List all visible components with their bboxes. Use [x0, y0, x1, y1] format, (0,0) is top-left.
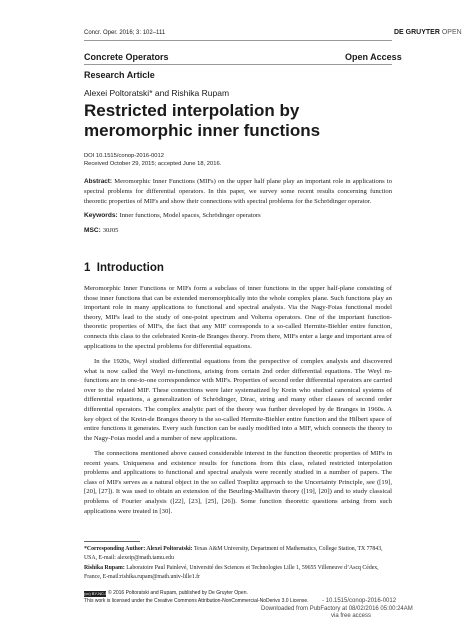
keywords-label: Keywords: — [84, 212, 118, 219]
msc-text: 30J05 — [102, 227, 119, 234]
footnote-1-text: Texas A&M University, Department of Mathematics, College Station, TX 77843, USA, E-mail: alexeip@math.tamu.edu — [84, 546, 383, 561]
footnote-1-label: *Corresponding Author: Alexei Poltoratski: — [84, 546, 193, 552]
footnote-rule — [84, 541, 140, 542]
paragraph-2: In the 1920s, Weyl studied differential equations from the perspective of complex analysis and discovered what is now called the Weyl m-functions, arising from certain 2nd order differential equations. The Weyl m-functions are in one-to-one correspondence with MIFs. Properties of second order differential operators are carried over to the related MIF. These connections were later systematized by Krein who studied canonical systems of differential equations, a generalization of Schrödinger, Dirac, string and many other classes of second order differential operators. The complex analytic part of the theory was further developed by de Branges in 1960s. A key object of the Krein-de Branges theory is the so-called Hermite-Biehler entire function and the Hilbert space of entire functions it generates. Every such function can be easily modified into a MIF, which connects the theory to the Nagy-Foias model and a number of new applications. — [84, 358, 392, 442]
doi: DOI 10.1515/conop-2016-0012 — [84, 153, 164, 159]
paragraph-3: The connections mentioned above caused considerable interest in the function theoretic properties of MIFs in recent years. Uniqueness and existence results for functions from this class, related restricted interpolation problems and applications to functional and spectral analysis were recently studied in a number of papers. The class of MIFs serves as a natural object in the so called Toeplitz approach to the Uncertainty Principle, see ([19], [20], [27]). It was used to obtain an extension of the Beurling-Malliavin theory ([19], [20]) and to study classical problems of Fourier analysis ([22], [23], [25], [26]). Some function theoretic questions arising from such applications were treated in [30]. — [84, 450, 392, 515]
open-access-label: Open Access — [345, 52, 402, 62]
license-text: This work is licensed under the Creative Commons Attribution-NonCommercial-NoDerivs 3.0 License. — [84, 598, 309, 604]
section-heading — [84, 262, 164, 274]
abstract-text: Meromorphic Inner Functions (MIFs) on the upper half plane play an important role in applications to spectral problems for differential operators. In this paper, we survey some recent results concerning function theoretic properties of MIFs and show their connections with spectral problems for the Schrödinger operator. — [84, 178, 392, 205]
footnote-corresponding-author — [84, 545, 392, 562]
section-title: Introduction — [96, 262, 164, 274]
journal-rule — [84, 64, 392, 65]
keywords — [84, 212, 261, 219]
cc-license-badge: (cc) BY-NC-ND — [84, 591, 111, 596]
publisher-logo — [394, 29, 462, 36]
paper-title: Restricted interpolation by meromorphic inner functions — [84, 101, 321, 140]
section-number: 1 — [84, 262, 91, 274]
footnote-2-label: Rishika Rupam: — [84, 565, 125, 571]
download-stamp: Downloaded from PubFactory at 08/02/2016 05:00:24AM — [261, 606, 413, 612]
copyright: © 2016 Poltoratski and Rupam, published by De Gruyter Open. — [108, 590, 248, 596]
header-rule — [84, 40, 392, 41]
publisher-name: DE GRUYTER — [394, 29, 440, 36]
abstract — [84, 177, 392, 207]
msc-label: MSC: — [84, 227, 101, 234]
download-doi: - 10.1515/conop-2016-0012 — [322, 598, 397, 604]
paragraph-1: Meromorphic Inner Functions or MIFs form a subclass of inner functions in the upper half-plane consisting of those inner functions that can be extended meromorphically into the whole complex plane. Such functions play an important role in many applications to functional and spectral analysis. Via the Nagy-Foias functional model theory, MIFs lead to the study of one-point spectrum and Volterra operators. One of the important function-theoretic properties of MIFs, the fact that any MIF corresponds to a so-called Hermite-Biehler entire function, connects this class to the celebrated Krein-de Branges theory. From there, MIFs enter a large and important area of applications to the spectral problems for differential equations. — [84, 285, 392, 350]
received-date: Received October 29, 2015; accepted June 18, 2016. — [84, 161, 222, 167]
authors: Alexei Poltoratski* and Rishika Rupam — [84, 88, 230, 98]
msc — [84, 227, 118, 234]
article-type: Research Article — [84, 70, 155, 80]
citation-header: Concr. Oper. 2016; 3: 102–111 — [84, 30, 166, 36]
journal-name: Concrete Operators — [84, 52, 169, 62]
access-note: via free access — [331, 613, 372, 619]
abstract-label: Abstract: — [84, 178, 113, 185]
footnote-2-text: Laboratoire Paul Painlevé, Université des Sciences et Technologies Lille 1, 59655 Villeneuve d’Ascq Cédex, France, E-mail:rishika.rupam@math.univ-lille1.fr — [84, 565, 379, 580]
keywords-text: Inner functions, Model spaces, Schrödinger operators — [119, 212, 261, 219]
publisher-open: OPEN — [441, 29, 462, 36]
footnote-second-author — [84, 564, 392, 581]
